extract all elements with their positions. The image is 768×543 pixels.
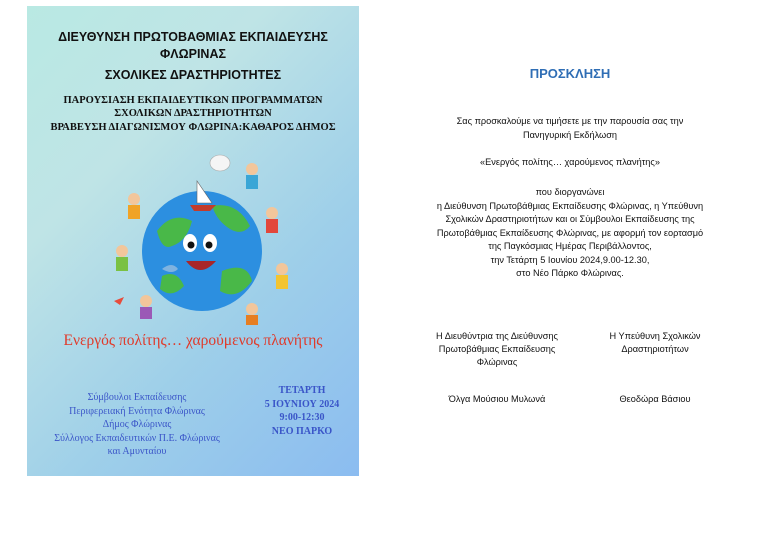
- poster-day: ΤΕΤΑΡΤΗ: [278, 385, 326, 396]
- body-line: Σχολικών Δραστηριοτήτων και οι Σύμβουλοι Εκπαίδευσης της: [445, 214, 695, 224]
- poster-slogan: Ενεργός πολίτης… χαρούμενος πλανήτης: [63, 332, 323, 349]
- organizer-line: Σύμβουλοι Εκπαίδευσης: [87, 392, 187, 403]
- event-poster: [27, 6, 359, 476]
- intro-line: Σας προσκαλούμε να τιμήσετε με την παρουσία σας την: [456, 116, 684, 126]
- poster-subheader-line-3: ΒΡΑΒΕΥΣΗ ΔΙΑΓΩΝΙΣΜΟΥ ΦΛΩΡΙΝΑ:ΚΑΘΑΡΟΣ ΔΗΜΟΣ: [50, 122, 336, 133]
- poster-header-line-2: ΦΛΩΡΙΝΑΣ: [160, 47, 226, 61]
- poster-header-line-1: ΔΙΕΥΘΥΝΣΗ ΠΡΩΤΟΒΑΘΜΙΑΣ ΕΚΠΑΙΔΕΥΣΗΣ: [58, 30, 328, 44]
- signatory-1-name: Όλγα Μούσιου Μυλωνά: [448, 394, 546, 404]
- organizer-line: Δήμος Φλώρινας: [102, 419, 172, 430]
- invitation-event-name: «Ενεργός πολίτης… χαρούμενος πλανήτης»: [480, 157, 660, 167]
- signatory-2-role: [600, 330, 710, 356]
- body-line: στο Νέο Πάρκο Φλώρινας.: [516, 268, 624, 278]
- role-line: Φλώρινας: [476, 357, 518, 367]
- role-line: Η Υπεύθυνη Σχολικών: [609, 331, 701, 341]
- body-line: την Τετάρτη 5 Ιουνίου 2024,9.00-12.30,: [490, 254, 650, 265]
- body-line: της Παγκόσμιας Ημέρας Περιβάλλοντος,: [488, 241, 652, 251]
- signatory-2-name: Θεοδώρα Βάσιου: [619, 394, 691, 404]
- poster-subheader-line-2: ΣΧΟΛΙΚΩΝ ΔΡΑΣΤΗΡΙΟΤΗΤΩΝ: [114, 108, 272, 119]
- body-line: Πρωτοβάθμιας Εκπαίδευσης Φλώρινας, με αφορμή τον εορτασμό: [436, 227, 704, 238]
- organizer-line: Περιφερειακή Ενότητα Φλώρινας: [69, 405, 205, 417]
- intro-line: Πανηγυρική Εκδήλωση: [522, 129, 618, 140]
- role-line: Πρωτοβάθμιας Εκπαίδευσης: [438, 344, 556, 354]
- invitation-body: [400, 186, 740, 281]
- poster-header-line-3: ΣΧΟΛΙΚΕΣ ΔΡΑΣΤΗΡΙΟΤΗΤΕΣ: [104, 68, 282, 82]
- organizer-line: Σύλλογος Εκπαιδευτικών Π.Ε. Φλώρινας: [54, 432, 220, 444]
- signatory-1-role: [422, 330, 572, 369]
- invitation-title: ΠΡΟΣΚΛΗΣΗ: [529, 66, 611, 81]
- role-line: Δραστηριοτήτων: [621, 344, 689, 354]
- poster-organizers: [37, 391, 237, 459]
- poster-date-place: [252, 384, 352, 438]
- poster-date: 5 ΙΟΥΝΙΟΥ 2024: [264, 398, 340, 410]
- poster-venue: ΝΕΟ ΠΑΡΚΟ: [271, 425, 333, 437]
- poster-time: 9:00-12:30: [279, 412, 325, 423]
- body-line: που διοργανώνει: [535, 187, 605, 197]
- body-line: η Διεύθυνση Πρωτοβάθμιας Εκπαίδευσης Φλώρινας, η Υπεύθυνη: [436, 200, 704, 211]
- invitation-intro: [400, 115, 740, 142]
- globe-illustration: [102, 151, 302, 326]
- poster-subheader-line-1: ΠΑΡΟΥΣΙΑΣΗ ΕΚΠΑΙΔΕΥΤΙΚΩΝ ΠΡΟΓΡΑΜΜΑΤΩΝ: [63, 95, 323, 106]
- role-line: Η Διευθύντρια της Διεύθυνσης: [436, 331, 558, 341]
- organizer-line: και Αμυνταίου: [107, 446, 167, 457]
